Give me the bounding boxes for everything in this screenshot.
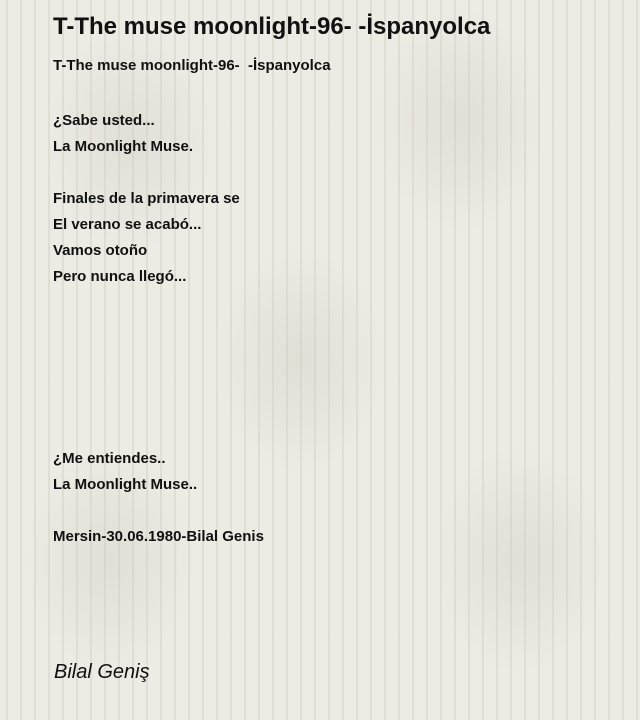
poem-line: El verano se acabó... bbox=[53, 216, 202, 233]
poem-line: La Moonlight Muse.. bbox=[53, 476, 198, 493]
poem-line bbox=[53, 82, 623, 108]
poem-line bbox=[53, 342, 623, 368]
poem-line bbox=[53, 160, 623, 186]
poem-line: La Moonlight Muse. bbox=[53, 138, 193, 155]
poem-line: Pero nunca llegó... bbox=[53, 268, 187, 285]
poem-body bbox=[53, 82, 623, 550]
poem-subtitle: T-The muse moonlight-96- -İspanyolca bbox=[53, 57, 331, 74]
poem-line bbox=[53, 394, 623, 420]
poem-line: ¿Sabe usted... bbox=[53, 112, 155, 129]
poem-line: Finales de la primavera se bbox=[53, 190, 240, 207]
poem-line: ¿Me entiendes.. bbox=[53, 450, 166, 467]
poem-line bbox=[53, 368, 623, 394]
poem-author: Bilal Geniş bbox=[54, 661, 150, 683]
poem-line bbox=[53, 316, 623, 342]
poem-line: Vamos otoño bbox=[53, 242, 148, 259]
poem-line: Mersin-30.06.1980-Bilal Genis bbox=[53, 528, 264, 545]
poem-page bbox=[53, 12, 623, 550]
poem-title: T-The muse moonlight-96- -İspanyolca bbox=[53, 13, 491, 40]
poem-line bbox=[53, 498, 623, 524]
poem-line bbox=[53, 290, 623, 316]
poem-line bbox=[53, 420, 623, 446]
